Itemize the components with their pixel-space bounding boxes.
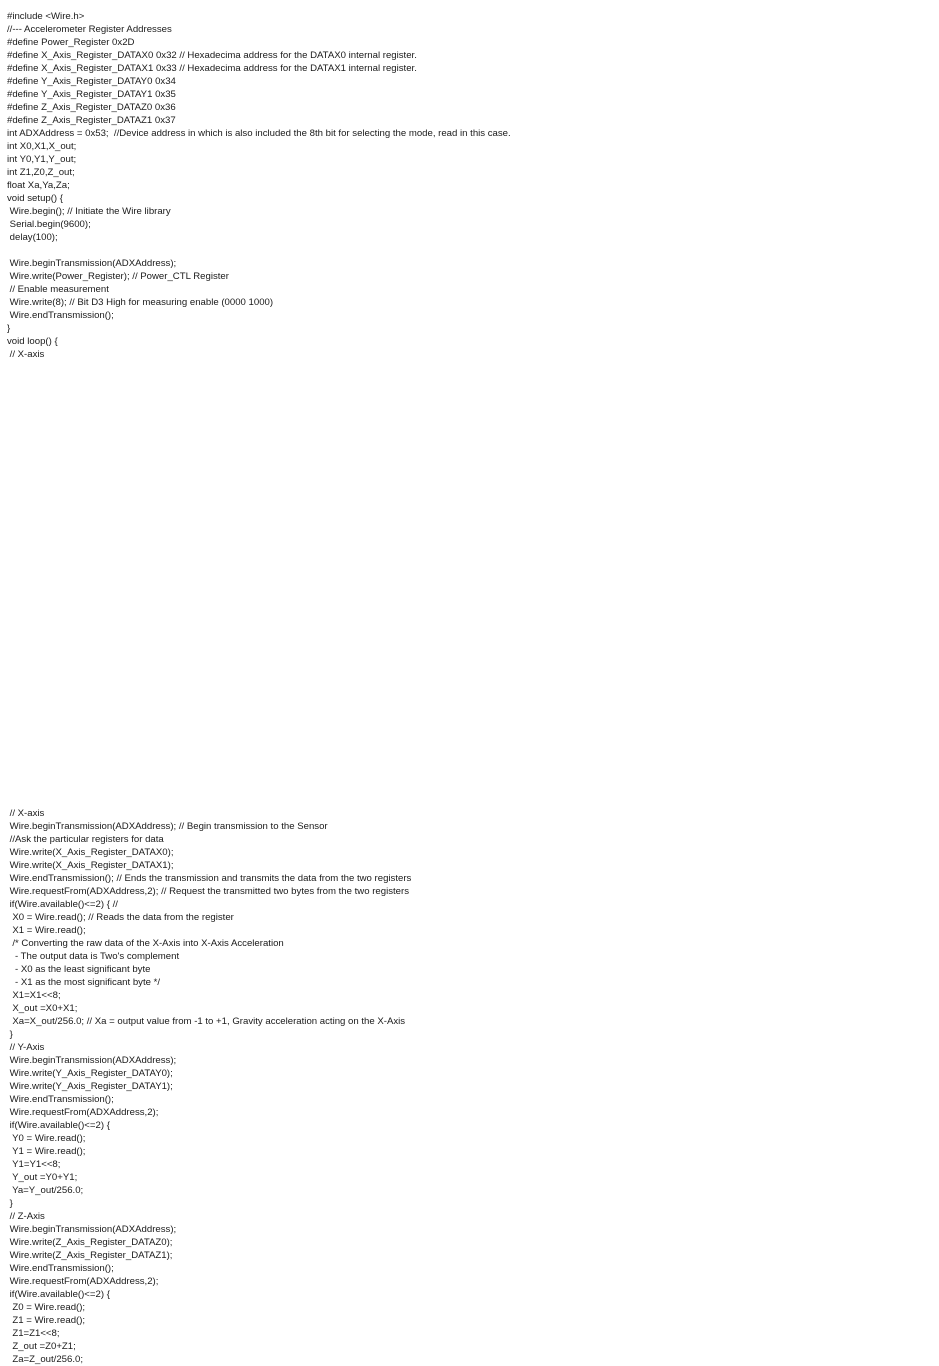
code-line: if(Wire.available()<=2) { // xyxy=(7,899,118,910)
code-line: // Enable measurement xyxy=(7,284,109,295)
code-line: } xyxy=(7,323,11,334)
code-line: float Xa,Ya,Za; xyxy=(7,180,70,191)
code-line: Za=Z_out/256.0; xyxy=(7,1354,84,1365)
code-line: if(Wire.available()<=2) { xyxy=(7,1289,110,1300)
code-line: //Ask the particular registers for data xyxy=(7,834,164,845)
code-line: //--- Accelerometer Register Addresses xyxy=(7,24,172,35)
code-line: X1 = Wire.read(); xyxy=(7,925,86,936)
code-line: Z1=Z1<<8; xyxy=(7,1328,60,1339)
code-line: int Y0,Y1,Y_out; xyxy=(7,154,77,165)
code-line: Y_out =Y0+Y1; xyxy=(7,1172,78,1183)
code-line: void loop() { xyxy=(7,336,58,347)
code-line: Wire.requestFrom(ADXAddress,2); xyxy=(7,1276,159,1287)
code-line: /* Converting the raw data of the X-Axis into X-Axis Acceleration xyxy=(7,938,284,949)
code-line: // X-axis xyxy=(7,808,45,819)
code-line: Wire.write(Y_Axis_Register_DATAY0); xyxy=(7,1068,173,1079)
code-line: Wire.write(8); // Bit D3 High for measuring enable (0000 1000) xyxy=(7,297,274,308)
code-line: Wire.endTransmission(); xyxy=(7,1094,114,1105)
code-line: - X1 as the most significant byte */ xyxy=(7,977,161,988)
code-line: Wire.endTransmission(); xyxy=(7,1263,114,1274)
code-line: - X0 as the least significant byte xyxy=(7,964,151,975)
code-line: X0 = Wire.read(); // Reads the data from the register xyxy=(7,912,234,923)
code-line: #define Z_Axis_Register_DATAZ1 0x37 xyxy=(7,115,176,126)
code-line: Wire.beginTransmission(ADXAddress); xyxy=(7,1055,177,1066)
code-line: Wire.write(Z_Axis_Register_DATAZ1); xyxy=(7,1250,173,1261)
code-line: Wire.write(Y_Axis_Register_DATAY1); xyxy=(7,1081,173,1092)
code-line: Z1 = Wire.read(); xyxy=(7,1315,86,1326)
code-line: #define Power_Register 0x2D xyxy=(7,37,135,48)
code-line: Wire.write(X_Axis_Register_DATAX0); xyxy=(7,847,174,858)
code-line: Wire.begin(); // Initiate the Wire library xyxy=(7,206,171,217)
code-line xyxy=(7,244,511,257)
code-line: int ADXAddress = 0x53; //Device address in which is also included the 8th bit for selecting the mode, read in this case. xyxy=(7,128,511,139)
code-line: } xyxy=(7,1198,13,1209)
code-line: Wire.write(X_Axis_Register_DATAX1); xyxy=(7,860,174,871)
code-line: #define Y_Axis_Register_DATAY1 0x35 xyxy=(7,89,176,100)
code-line: int X0,X1,X_out; xyxy=(7,141,77,152)
code-line: Wire.beginTransmission(ADXAddress); // Begin transmission to the Sensor xyxy=(7,821,328,832)
code-line: Wire.write(Z_Axis_Register_DATAZ0); xyxy=(7,1237,173,1248)
code-line: void setup() { xyxy=(7,193,63,204)
code-line: Y1 = Wire.read(); xyxy=(7,1146,86,1157)
code-block-loop xyxy=(7,807,411,1366)
code-line: Xa=X_out/256.0; // Xa = output value from -1 to +1, Gravity acceleration acting on the X-Axis xyxy=(7,1016,406,1027)
code-block-setup xyxy=(7,10,511,361)
code-line: X1=X1<<8; xyxy=(7,990,61,1001)
code-line: #include <Wire.h> xyxy=(7,11,85,22)
code-line: #define Y_Axis_Register_DATAY0 0x34 xyxy=(7,76,176,87)
code-line: Wire.beginTransmission(ADXAddress); xyxy=(7,1224,177,1235)
code-line: // Z-Axis xyxy=(7,1211,45,1222)
code-line: delay(100); xyxy=(7,232,58,243)
code-line: Wire.write(Power_Register); // Power_CTL Register xyxy=(7,271,229,282)
code-line: Wire.requestFrom(ADXAddress,2); xyxy=(7,1107,159,1118)
code-line: int Z1,Z0,Z_out; xyxy=(7,167,75,178)
code-line: Wire.beginTransmission(ADXAddress); xyxy=(7,258,177,269)
code-line: X_out =X0+X1; xyxy=(7,1003,78,1014)
code-line: if(Wire.available()<=2) { xyxy=(7,1120,110,1131)
code-line: #define Z_Axis_Register_DATAZ0 0x36 xyxy=(7,102,176,113)
code-line: Z_out =Z0+Z1; xyxy=(7,1341,76,1352)
code-line: // Y-Axis xyxy=(7,1042,45,1053)
code-line: Wire.requestFrom(ADXAddress,2); // Request the transmitted two bytes from the two registers xyxy=(7,886,410,897)
code-line: Y1=Y1<<8; xyxy=(7,1159,61,1170)
code-line: } xyxy=(7,1029,13,1040)
code-line: Wire.endTransmission(); xyxy=(7,310,114,321)
code-line: Ya=Y_out/256.0; xyxy=(7,1185,84,1196)
code-line: Z0 = Wire.read(); xyxy=(7,1302,86,1313)
code-line: #define X_Axis_Register_DATAX1 0x33 // Hexadecima address for the DATAX1 internal register. xyxy=(7,63,417,74)
code-line: Y0 = Wire.read(); xyxy=(7,1133,86,1144)
code-line: #define X_Axis_Register_DATAX0 0x32 // Hexadecima address for the DATAX0 internal register. xyxy=(7,50,417,61)
code-line: - The output data is Two's complement xyxy=(7,951,180,962)
code-line: Wire.endTransmission(); // Ends the transmission and transmits the data from the two registers xyxy=(7,873,412,884)
code-line: Serial.begin(9600); xyxy=(7,219,91,230)
code-line: // X-axis xyxy=(7,349,45,360)
